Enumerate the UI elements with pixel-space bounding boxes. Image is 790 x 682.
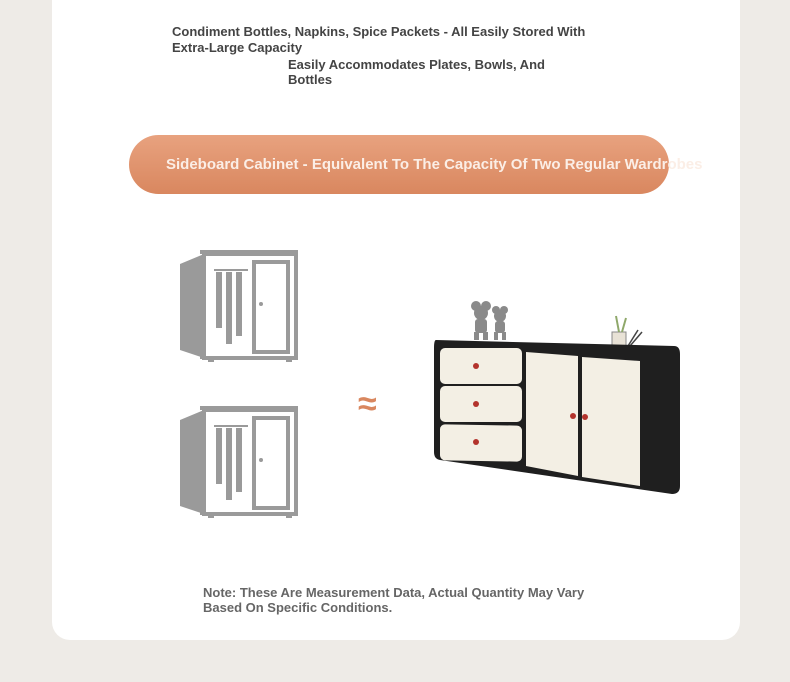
banner-text: Sideboard Cabinet - Equivalent To The Capacity Of Two Regular Wardrobes [166, 156, 703, 173]
approx-symbol: ≈ [358, 385, 377, 423]
figurine-icon [471, 301, 508, 340]
plates-description: Easily Accommodates Plates, Bowls, And Bottles [288, 57, 545, 87]
sideboard-cabinet-image [426, 296, 684, 500]
wardrobe-icon-2 [178, 406, 300, 518]
wardrobe-icon [178, 250, 300, 362]
measurement-note: Note: These Are Measurement Data, Actual Quantity May Vary Based On Specific Conditions. [203, 585, 585, 615]
vase-icon [612, 316, 642, 348]
storage-description: Condiment Bottles, Napkins, Spice Packets - All Easily Stored With Extra-Large Capacity [172, 24, 586, 55]
